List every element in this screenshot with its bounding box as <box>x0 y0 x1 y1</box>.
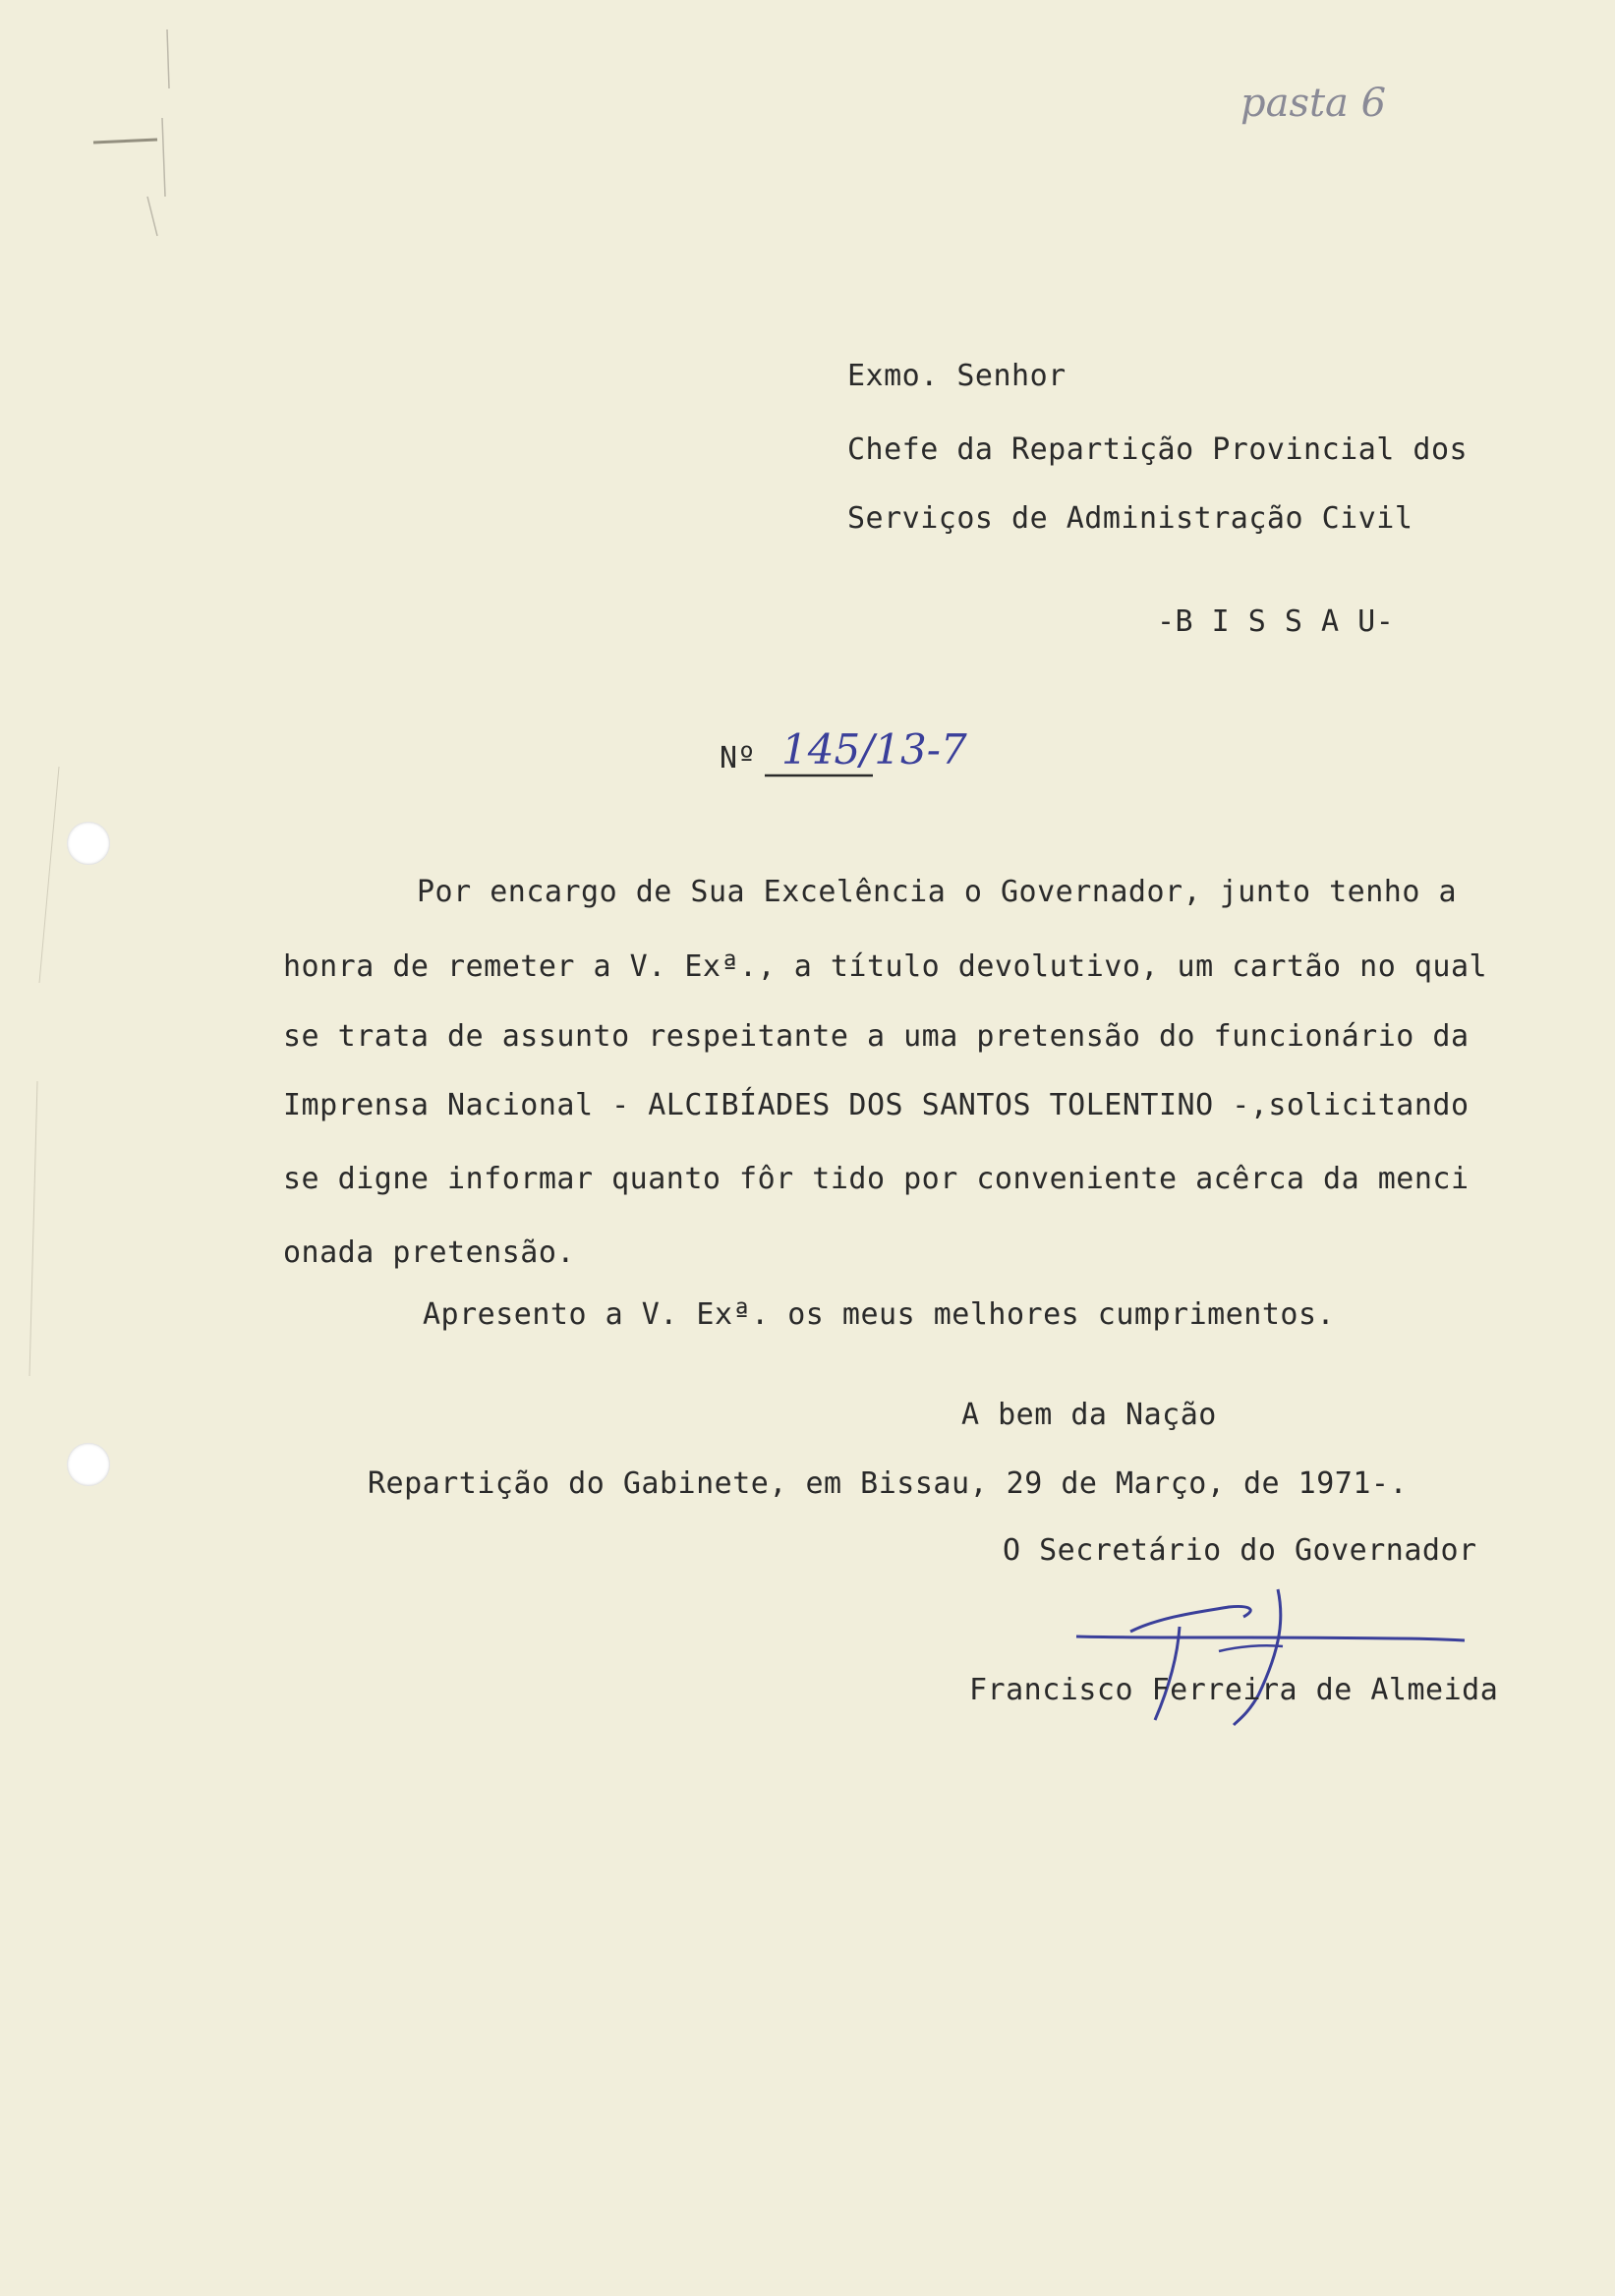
addressee-city: -B I S S A U- <box>1157 604 1395 639</box>
punch-hole-top <box>67 822 110 865</box>
reference-prefix: Nº <box>720 741 757 775</box>
body-line-3: se trata de assunto respeitante a uma pretensão do funcionário da <box>283 1019 1470 1054</box>
closing-motto: A bem da Nação <box>961 1398 1217 1432</box>
body-line-2: honra de remeter a V. Exª., a título devolutivo, um cartão no qual <box>283 949 1488 984</box>
signatory-role: O Secretário do Governador <box>1003 1533 1477 1568</box>
greeting-line: Apresento a V. Exª. os meus melhores cumprimentos. <box>423 1297 1336 1332</box>
body-line-6: onada pretensão. <box>283 1235 575 1270</box>
body-line-5: se digne informar quanto fôr tido por conveniente acêrca da menci <box>283 1162 1470 1196</box>
addressee-line-1: Chefe da Repartição Provincial dos <box>847 432 1469 467</box>
signature <box>1071 1587 1484 1745</box>
salutation: Exmo. Senhor <box>847 359 1067 393</box>
place-date-line: Repartição do Gabinete, em Bissau, 29 de Março, de 1971-. <box>368 1466 1409 1501</box>
addressee-line-2: Serviços de Administração Civil <box>847 501 1413 536</box>
body-line-1: Por encargo de Sua Excelência o Governador, junto tenho a <box>417 875 1458 909</box>
reference-number: 145/13-7 <box>781 725 967 774</box>
body-line-4: Imprensa Nacional - ALCIBÍADES DOS SANTOS TOLENTINO -,solicitando <box>283 1088 1470 1122</box>
reference-underline <box>765 774 883 779</box>
signatory-name: Francisco Ferreira de Almeida <box>969 1673 1499 1707</box>
punch-hole-bottom <box>67 1443 110 1486</box>
corner-note: pasta 6 <box>1240 81 1387 126</box>
